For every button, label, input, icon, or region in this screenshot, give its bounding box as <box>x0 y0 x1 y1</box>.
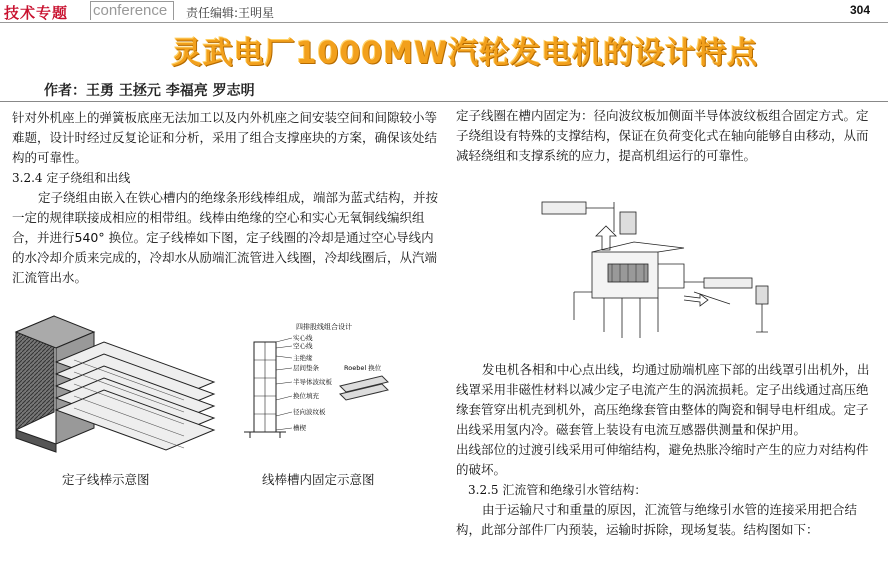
left-column <box>12 108 440 288</box>
fig2-label-1: 实心线 <box>293 334 313 342</box>
stator-bar-figure <box>14 312 224 460</box>
left-paragraph-2: 定子绕组由嵌入在铁心槽内的绝缘条形线棒组成，端部为蓝式结构，并按一定的规律联接成相应的相带组。线棒由绝缘的空心和实心无氧铜线编织组合，并进行540° 换位。定子线棒如下图，定子线圈的冷却是通过空心导线内的水冷却介质来完成的，冷却水从励端汇流管进入线圈，冷却线圈后，从汽端汇流管出水。 <box>12 190 439 285</box>
right-paragraph-2: 发电机各相和中心点出线，均通过励端机座下部的出线罩引出机外，出线罩采用非磁性材料以减少定子电流产生的涡流损耗。定子出线通过高压绝缘套管穿出机壳到机外，高压绝缘套管由整体的陶瓷和铜导电杆组成。定子出线采用氢内冷。磁套管上装设有电流互感器供测量和保护用。 <box>456 362 870 437</box>
left-paragraph-1: 针对外机座上的弹簧板底座无法加工以及内外机座之间安装空间和间隙较小等难题，设计时经过反复论证和分析，采用了组合支撑座块的方案，确保该处结构的可靠性。 <box>12 110 438 165</box>
section-tag: 技术专题 <box>4 4 69 22</box>
right-column-top <box>456 106 880 166</box>
editor-credit: 责任编辑:王明星 <box>186 6 275 20</box>
fig2-roebel-label: Roebel 换位 <box>344 364 382 372</box>
conference-label: conference <box>90 1 174 20</box>
section-heading-324: 3.2.4 定子绕组和出线 <box>12 171 131 185</box>
fig2-label-3: 主绝缘 <box>293 354 313 362</box>
section-heading-325: 3.2.5 汇流管和绝缘引水管结构： <box>468 483 647 497</box>
article-title: 灵武电厂1000MW汽轮发电机的设计特点 <box>171 36 759 71</box>
slot-fixing-caption: 线棒槽内固定示意图 <box>262 472 375 487</box>
fig2-label-5: 半导体波纹板 <box>293 378 332 386</box>
fig2-label-8: 槽楔 <box>293 424 306 432</box>
header-divider <box>0 101 888 102</box>
slot-fixing-figure <box>236 320 392 448</box>
lead-out-assembly-figure <box>534 192 784 342</box>
right-paragraph-3: 出线部位的过渡引线采用可伸缩结构，避免热胀冷缩时产生的应力对结构件的破坏。 <box>456 442 869 477</box>
right-paragraph-4: 由于运输尺寸和重量的原因，汇流管与绝缘引水管的连接采用把合结构，此部分部件厂内预装，运输时拆除，现场复装。结构图如下： <box>456 502 858 537</box>
page-header <box>0 0 888 23</box>
stator-bar-caption: 定子线棒示意图 <box>62 472 150 487</box>
fig2-label-2: 空心线 <box>293 342 313 350</box>
right-paragraph-1: 定子线圈在槽内固定为：径向波纹板加侧面半导体波纹板组合固定方式。定子绕组设有特殊的支撑结构，保证在负荷变化式在轴向能够自由移动，从而减轻绕组和支撑系统的应力，提高机组运行的可靠性。 <box>456 108 869 163</box>
page-number: 304 <box>849 3 870 17</box>
fig2-title: 四排股线组合设计 <box>296 323 352 331</box>
fig2-label-4: 层间垫条 <box>293 364 319 372</box>
article-authors: 作者：王勇 王拯元 李福亮 罗志明 <box>44 83 255 99</box>
fig2-label-6: 换位填充 <box>293 392 319 400</box>
right-column-bottom <box>456 360 880 540</box>
fig2-label-7: 径向波纹板 <box>293 408 326 416</box>
